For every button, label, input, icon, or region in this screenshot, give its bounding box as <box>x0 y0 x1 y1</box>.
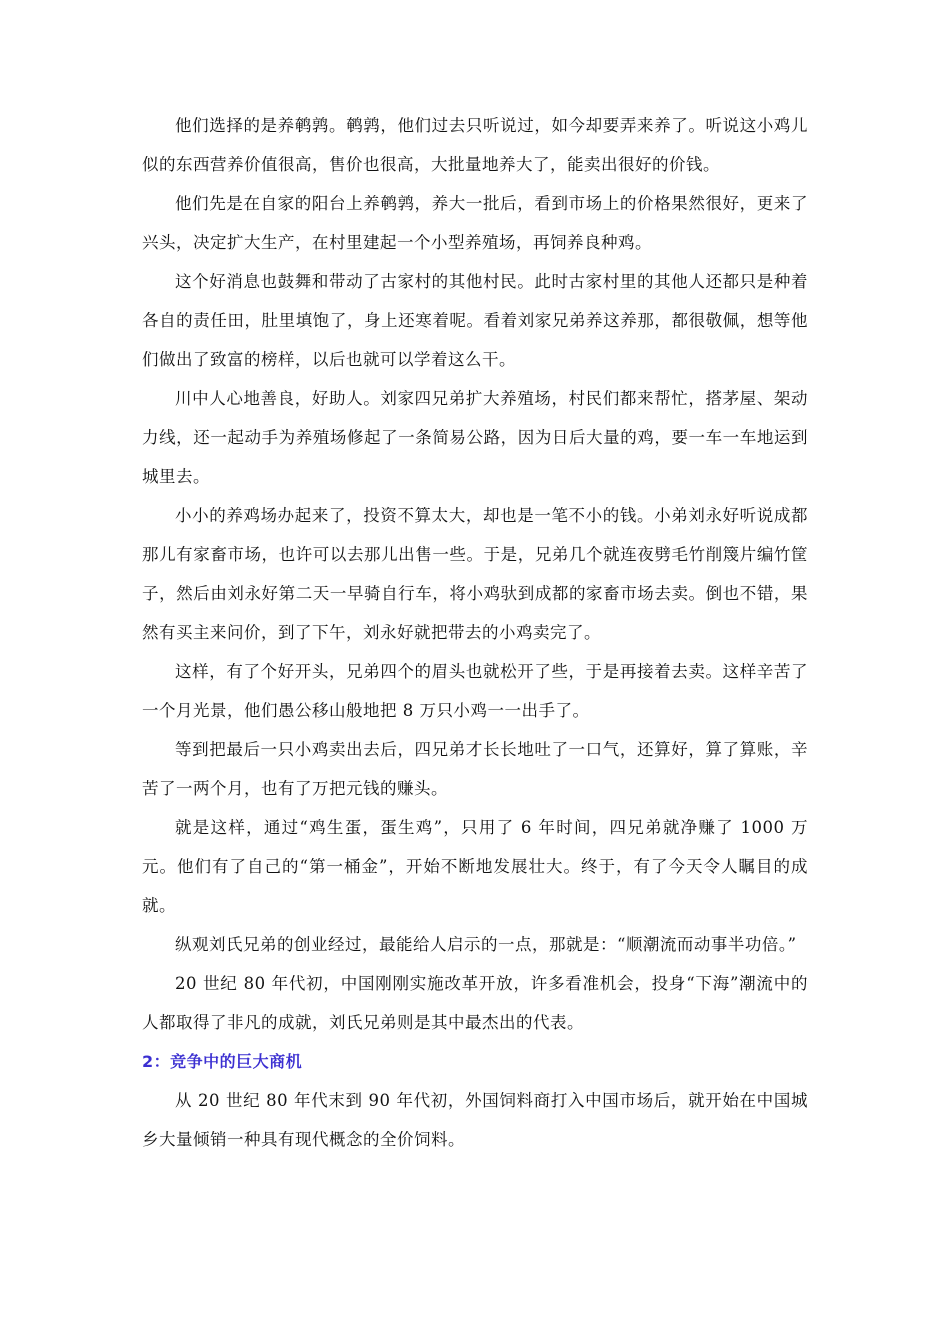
paragraph: 这样，有了个好开头，兄弟四个的眉头也就松开了些，于是再接着去卖。这样辛苦了一个月光景，他们愚公移山般地把 8 万只小鸡一一出手了。 <box>142 662 808 720</box>
document-body <box>142 106 808 1159</box>
paragraph: 等到把最后一只小鸡卖出去后，四兄弟才长长地吐了一口气，还算好，算了算账，辛苦了一两个月，也有了万把元钱的赚头。 <box>142 740 808 798</box>
paragraph: 川中人心地善良，好助人。刘家四兄弟扩大养殖场，村民们都来帮忙，搭茅屋、架动力线，还一起动手为养殖场修起了一条简易公路，因为日后大量的鸡，要一车一车地运到城里去。 <box>142 389 808 486</box>
paragraph: 小小的养鸡场办起来了，投资不算太大，却也是一笔不小的钱。小弟刘永好听说成都那儿有家畜市场，也许可以去那儿出售一些。于是，兄弟几个就连夜劈毛竹削篾片编竹筐子，然后由刘永好第二天一早骑自行车，将小鸡驮到成都的家畜市场去卖。倒也不错，果然有买主来问价，到了下午，刘永好就把带去的小鸡卖完了。 <box>142 506 808 642</box>
section-heading: 2：竞争中的巨大商机 <box>142 1052 303 1071</box>
paragraph: 纵观刘氏兄弟的创业经过，最能给人启示的一点，那就是：“顺潮流而动事半功倍。” <box>175 935 797 954</box>
paragraph: 他们先是在自家的阳台上养鹌鹑，养大一批后，看到市场上的价格果然很好，更来了兴头，决定扩大生产，在村里建起一个小型养殖场，再饲养良种鸡。 <box>142 194 808 252</box>
paragraph: 从 20 世纪 80 年代末到 90 年代初，外国饲料商打入中国市场后，就开始在中国城乡大量倾销一种具有现代概念的全价饲料。 <box>142 1091 808 1149</box>
paragraph: 就是这样，通过“鸡生蛋，蛋生鸡”，只用了 6 年时间，四兄弟就净赚了 1000 万元。他们有了自己的“第一桶金”，开始不断地发展壮大。终于，有了今天令人瞩目的成就。 <box>142 818 808 915</box>
paragraph: 这个好消息也鼓舞和带动了古家村的其他村民。此时古家村里的其他人还都只是种着各自的责任田，肚里填饱了，身上还寒着呢。看着刘家兄弟养这养那，都很敬佩，想等他们做出了致富的榜样，以后也就可以学着这么干。 <box>142 272 808 369</box>
paragraph: 20 世纪 80 年代初，中国刚刚实施改革开放，许多看准机会，投身“下海”潮流中的人都取得了非凡的成就，刘氏兄弟则是其中最杰出的代表。 <box>142 974 808 1032</box>
paragraph: 他们选择的是养鹌鹑。鹌鹑，他们过去只听说过，如今却要弄来养了。听说这小鸡儿似的东西营养价值很高，售价也很高，大批量地养大了，能卖出很好的价钱。 <box>142 116 808 174</box>
